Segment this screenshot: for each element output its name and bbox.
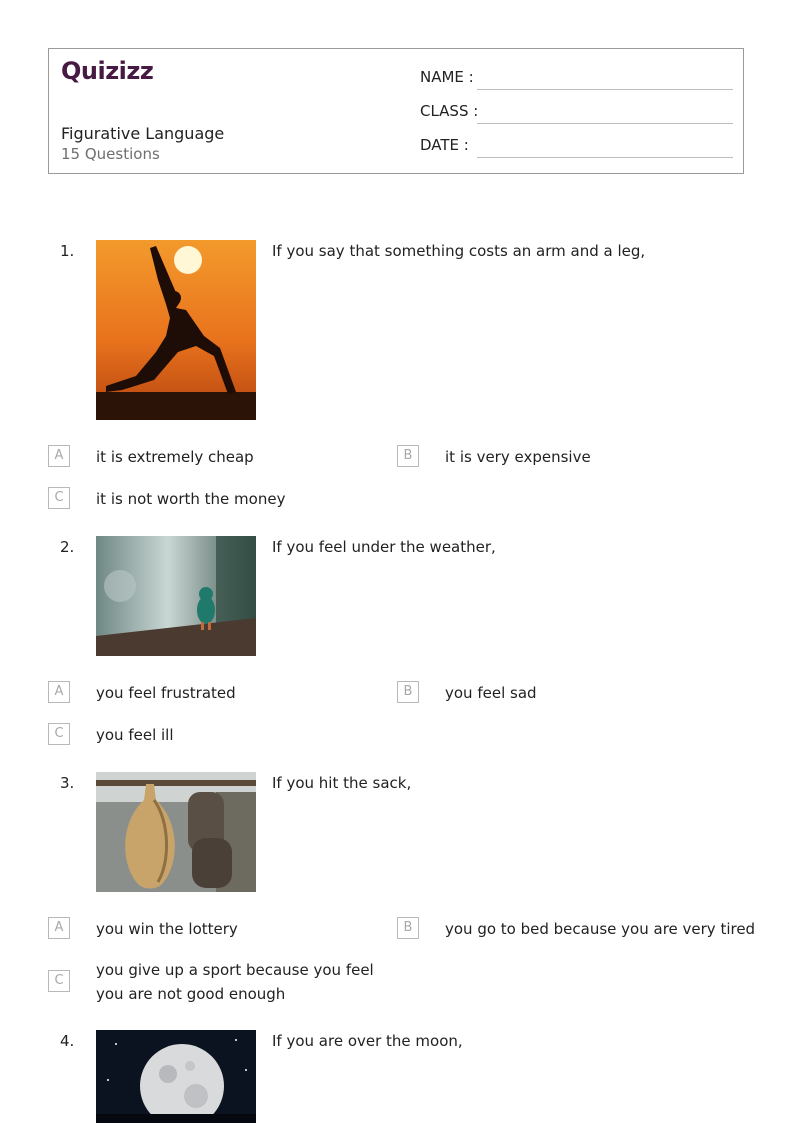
option-a-text[interactable]: you win the lottery [96,920,238,938]
option-c-text[interactable]: you give up a sport because you feel you are not good enough [96,961,374,1003]
question-count: 15 Questions [61,145,160,163]
date-label: DATE : [420,136,469,154]
question-text: If you say that something costs an arm and a leg, [272,242,646,260]
option-c-box[interactable]: C [48,723,70,745]
class-label: CLASS : [420,102,479,120]
question-number: 4. [60,1032,75,1050]
option-c-box[interactable]: C [48,970,70,992]
question-number: 3. [60,774,75,792]
option-a-box[interactable]: A [48,917,70,939]
question-image [96,240,256,420]
question-image [96,536,256,656]
punching-bag-image [96,772,256,892]
option-c-text[interactable]: you feel ill [96,726,174,744]
option-c-box[interactable]: C [48,487,70,509]
name-label: NAME : [420,68,474,86]
option-b-text[interactable]: you feel sad [445,684,537,702]
date-line [477,157,733,158]
question-image [96,1030,256,1123]
option-b-text[interactable]: it is very expensive [445,448,591,466]
question-text: If you feel under the weather, [272,538,496,556]
option-b-box[interactable]: B [397,445,419,467]
option-a-box[interactable]: A [48,445,70,467]
option-a-text[interactable]: it is extremely cheap [96,448,254,466]
option-b-box[interactable]: B [397,681,419,703]
rain-figurine-image [96,536,256,656]
option-b-text[interactable]: you go to bed because you are very tired [445,920,756,938]
class-line [477,123,733,124]
name-line [477,89,733,90]
option-b-box[interactable]: B [397,917,419,939]
yoga-sunset-image [96,240,256,420]
option-c-text[interactable]: it is not worth the money [96,490,286,508]
question-number: 1. [60,242,75,260]
question-number: 2. [60,538,75,556]
option-a-box[interactable]: A [48,681,70,703]
question-image [96,772,256,892]
full-moon-image [96,1030,256,1123]
quizizz-logo: Quizizz [61,57,154,85]
question-text: If you hit the sack, [272,774,412,792]
worksheet-header [48,48,744,174]
option-a-text[interactable]: you feel frustrated [96,684,236,702]
worksheet-title: Figurative Language [61,124,225,143]
question-text: If you are over the moon, [272,1032,463,1050]
